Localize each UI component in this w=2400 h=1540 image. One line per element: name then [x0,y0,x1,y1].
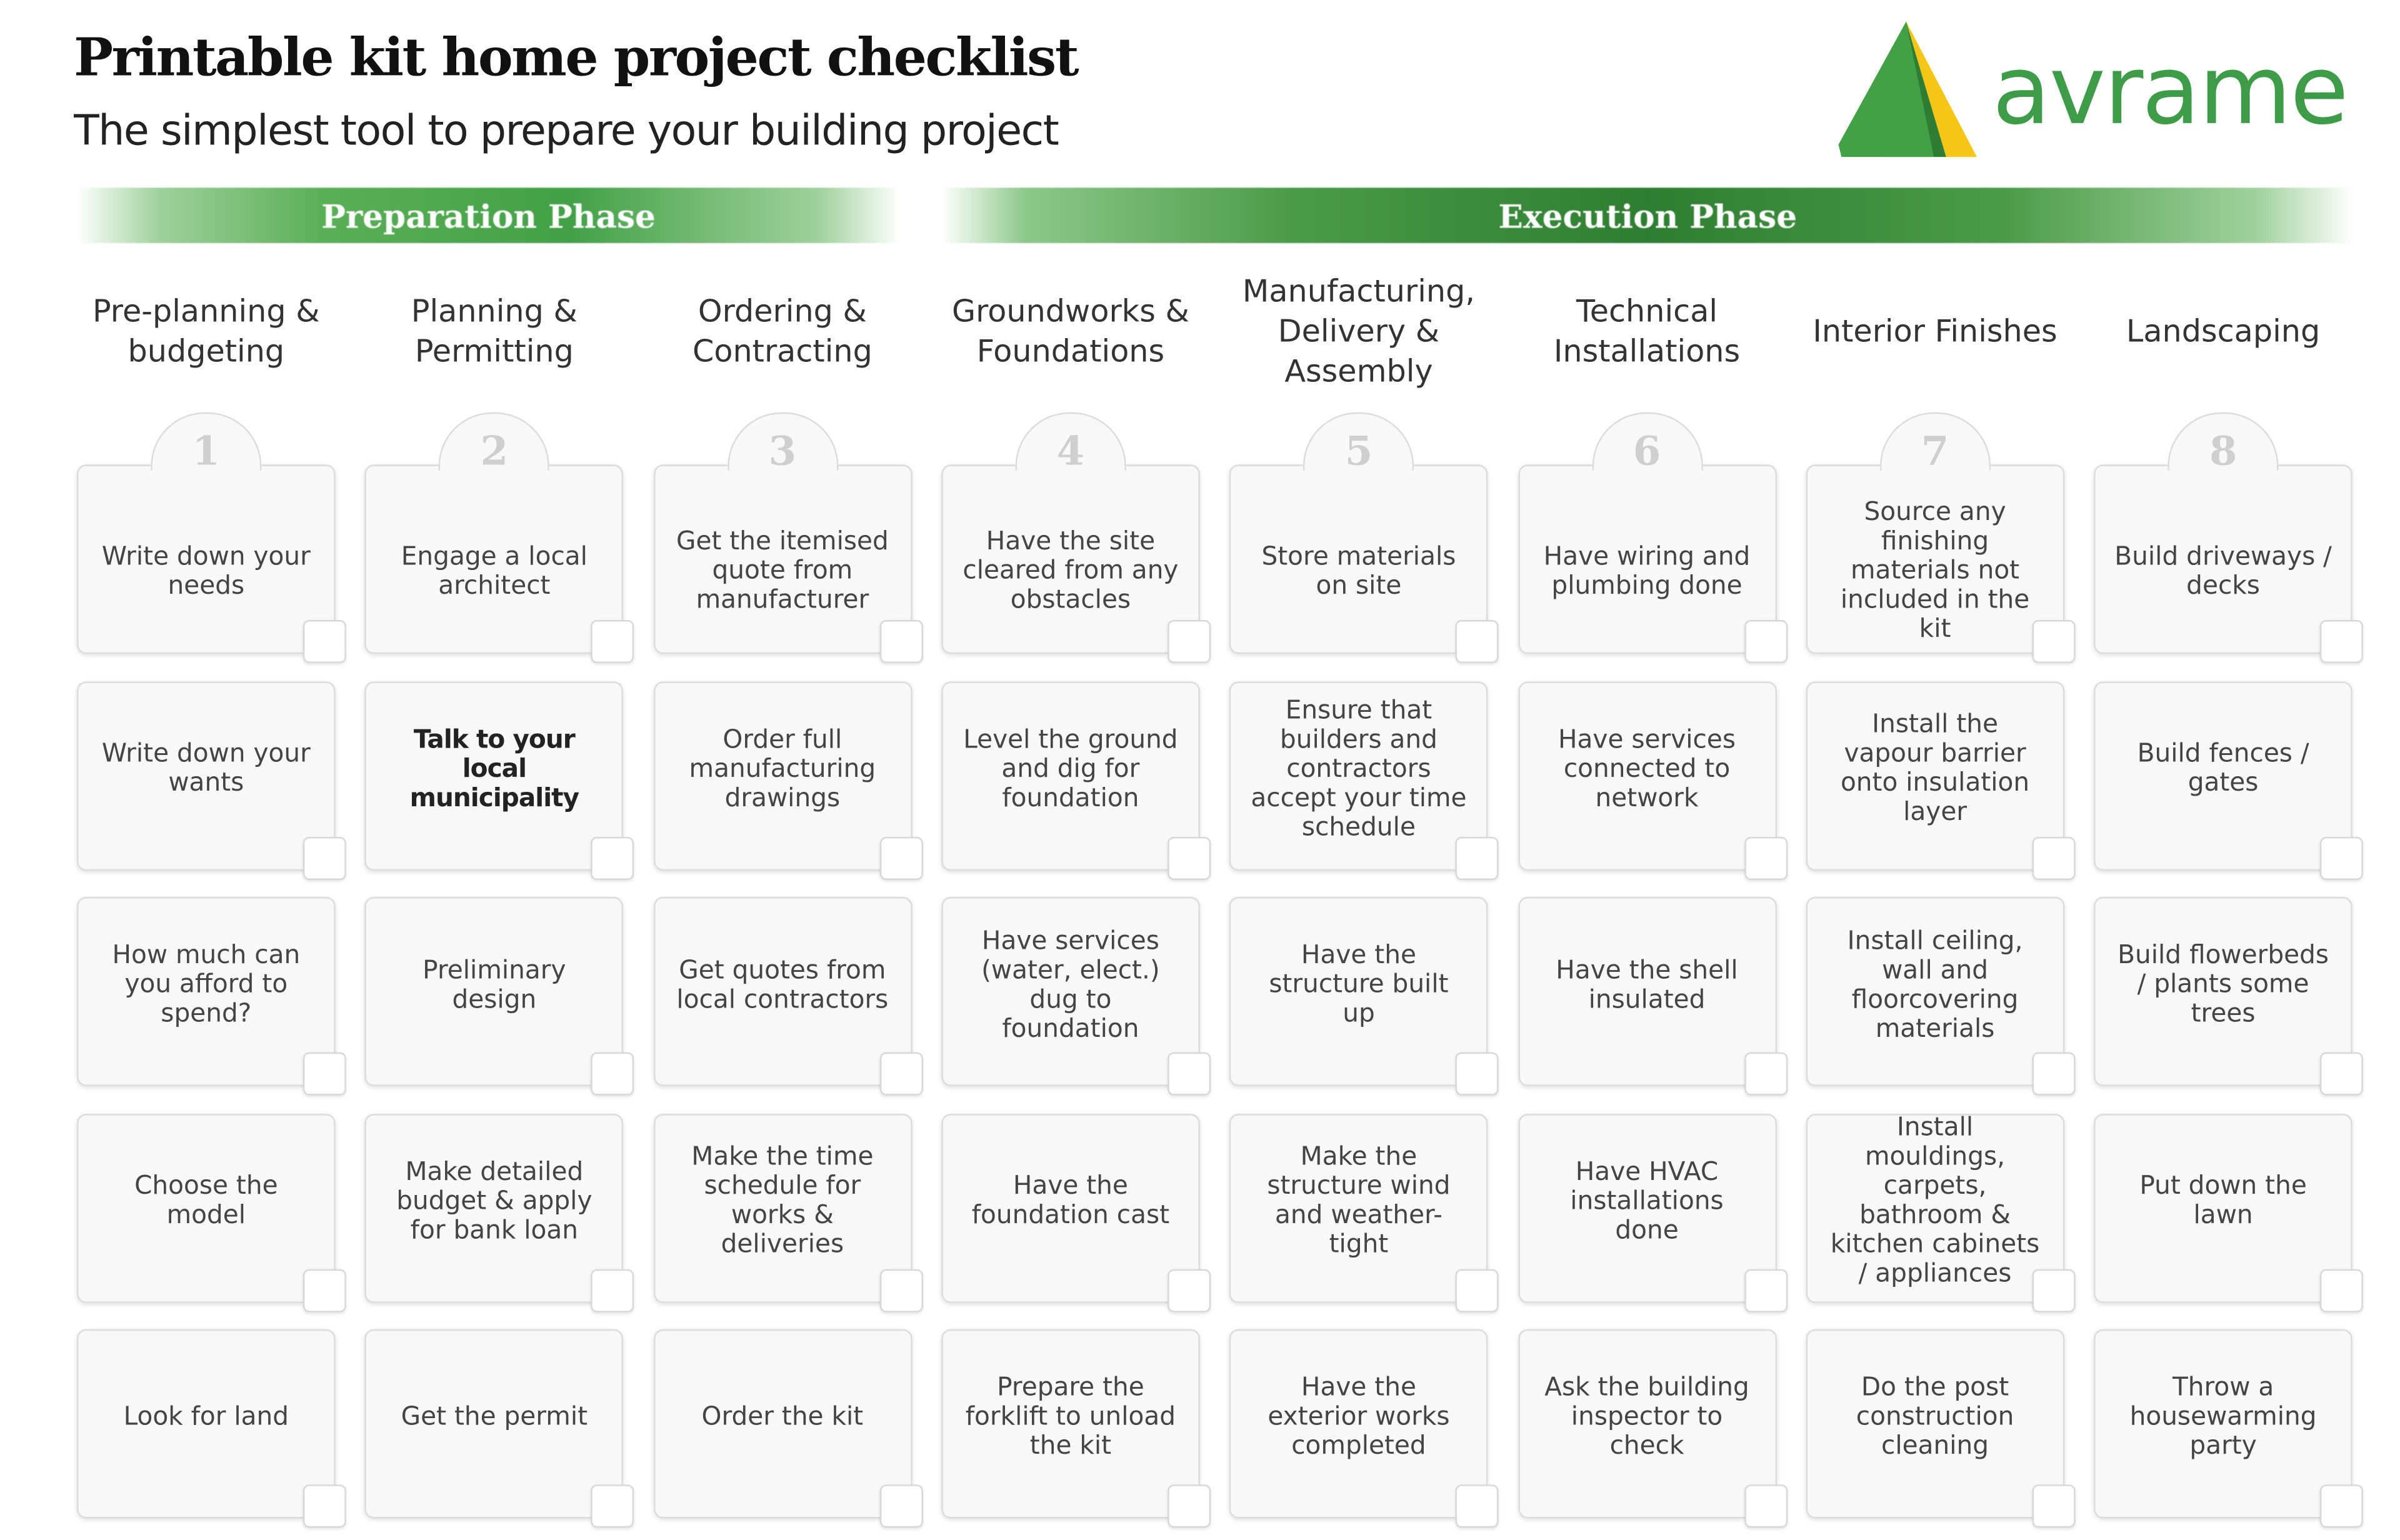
logo-triangle-icon [1838,21,1979,162]
task-label: Make detailed budget & apply for bank loan [396,1156,592,1244]
task-label: Talk to your local municipality [409,724,579,812]
task-card [77,898,336,1087]
column-header: Planning & Permitting [411,292,578,369]
task-card [1806,1330,2064,1519]
task-label: Write down your needs [101,541,311,599]
task-label: Have the structure built up [1269,940,1449,1028]
task-label: Install mouldings, carpets, bathroom & kitchen cabinets / appliances [1830,1112,2040,1289]
task-card [77,681,336,870]
task-card [1518,681,1776,870]
task-label: Have the shell insulated [1556,954,1738,1014]
task-checkbox[interactable] [879,1485,922,1528]
step-number: 3 [768,429,797,476]
task-checkbox[interactable] [2320,1485,2363,1528]
task-checkbox[interactable] [879,620,922,663]
task-label: Preliminary design [422,954,566,1014]
task-label: Do the post construction cleaning [1856,1372,2014,1461]
task-label: Have the site cleared from any obstacles [962,526,1179,614]
task-card [1518,1330,1776,1519]
task-card [77,1330,336,1519]
step-number: 1 [192,429,221,476]
task-checkbox[interactable] [1744,836,1787,879]
task-checkbox[interactable] [1168,1269,1211,1312]
logo-wordmark: avrame [1992,34,2348,146]
task-label: Ask the building inspector to check [1544,1372,1749,1461]
column-header: Ordering & Contracting [692,292,872,369]
column-header: Pre-planning & budgeting [92,292,320,369]
task-checkbox[interactable] [1168,620,1211,663]
task-checkbox[interactable] [303,1485,346,1528]
task-card [1518,429,1776,654]
column-header: Groundworks & Foundations [951,292,1189,369]
task-checkbox[interactable] [1168,836,1211,879]
task-checkbox[interactable] [1456,1485,1499,1528]
task-checkbox[interactable] [879,1052,922,1096]
task-label: Level the ground and dig for foundation [963,724,1178,812]
task-card [2094,1114,2352,1303]
task-checkbox[interactable] [2032,1052,2075,1096]
task-label: Throw a housewarming party [2129,1372,2317,1461]
task-card [941,429,1200,654]
column-header: Technical Installations [1553,292,1741,369]
task-checkbox[interactable] [1744,1269,1787,1312]
task-label: Get the itemised quote from manufacturer [676,526,889,614]
step-number: 6 [1632,429,1661,476]
task-checkbox[interactable] [2032,836,2075,879]
preparation-phase-banner [77,188,900,243]
task-card [1229,429,1488,654]
task-checkbox[interactable] [2320,836,2363,879]
task-label: Get quotes from local contractors [676,954,889,1014]
task-checkbox[interactable] [2032,1269,2075,1312]
task-checkbox[interactable] [303,1269,346,1312]
task-label: Put down the lawn [2139,1171,2307,1230]
task-card [2094,1330,2352,1519]
task-card [653,1114,912,1303]
task-label: Build fences / gates [2137,738,2309,798]
task-card [2094,429,2352,654]
task-checkbox[interactable] [1168,1485,1211,1528]
task-checkbox[interactable] [2320,1052,2363,1096]
task-checkbox[interactable] [1168,1052,1211,1096]
task-label: Have the foundation cast [971,1171,1170,1230]
task-label: Install the vapour barrier onto insulation layer [1840,709,2030,827]
task-checkbox[interactable] [591,1052,634,1096]
task-label: Make the structure wind and weather-tight [1267,1142,1451,1259]
task-label: Build flowerbeds / plants some trees [2118,940,2329,1028]
task-card [77,1114,336,1303]
task-card [1229,898,1488,1087]
task-label: Engage a local architect [401,541,588,599]
task-checkbox[interactable] [591,1269,634,1312]
task-checkbox[interactable] [879,836,922,879]
step-number: 5 [1344,429,1373,476]
task-card [1806,681,2064,870]
task-card [365,1114,624,1303]
task-card [941,898,1200,1087]
task-checkbox[interactable] [1744,1052,1787,1096]
task-checkbox[interactable] [1456,620,1499,663]
task-card [365,898,624,1087]
task-card [1518,898,1776,1087]
avrame-logo [1838,21,2361,162]
task-card [1229,681,1488,870]
column-header: Landscaping [2126,312,2321,349]
task-card [653,898,912,1087]
task-card [365,1330,624,1519]
execution-phase-label: Execution Phase [1498,196,1798,235]
task-label: Have HVAC installations done [1570,1156,1724,1244]
task-checkbox[interactable] [879,1269,922,1312]
task-label: Install ceiling, wall and floorcovering materials [1847,926,2023,1043]
step-number: 4 [1056,429,1085,476]
task-checkbox[interactable] [591,620,634,663]
task-card [1806,1114,2064,1303]
task-card [77,429,336,654]
task-label: Write down your wants [101,738,311,798]
task-checkbox[interactable] [1456,1052,1499,1096]
task-card [2094,898,2352,1087]
task-checkbox[interactable] [1744,1485,1787,1528]
task-label: Choose the model [134,1171,278,1230]
step-number: 8 [2209,429,2238,476]
task-label: Ensure that builders and contractors accept your time schedule [1251,694,1467,841]
column-header: Manufacturing, Delivery & Assembly [1242,272,1476,389]
task-card [1518,1114,1776,1303]
task-checkbox[interactable] [2032,620,2075,663]
task-checkbox[interactable] [591,836,634,879]
page-title: Printable kit home project checklist [74,28,1078,89]
task-checkbox[interactable] [2032,1485,2075,1528]
task-card [941,1330,1200,1519]
task-card [941,1114,1200,1303]
column-header: Interior Finishes [1812,312,2058,349]
task-label: Have wiring and plumbing done [1543,541,1751,599]
task-card [653,429,912,654]
task-checkbox[interactable] [1744,620,1787,663]
task-card [365,681,624,870]
task-checkbox[interactable] [303,836,346,879]
task-checkbox[interactable] [591,1485,634,1528]
task-label: Get the permit [401,1402,588,1432]
task-checkbox[interactable] [303,620,346,663]
task-label: Source any finishing materials not included in the kit [1840,497,2030,643]
task-card [941,681,1200,870]
task-checkbox[interactable] [2320,1269,2363,1312]
step-number: 2 [480,429,509,476]
task-card [1806,898,2064,1087]
task-label: Have services (water, elect.) dug to foundation [981,926,1160,1043]
execution-phase-banner [941,188,2354,243]
task-card [653,1330,912,1519]
task-label: Order the kit [701,1402,864,1432]
task-checkbox[interactable] [303,1052,346,1096]
task-card [1229,1114,1488,1303]
task-label: Prepare the forklift to unload the kit [965,1372,1176,1461]
task-checkbox[interactable] [1456,836,1499,879]
task-label: How much can you afford to spend? [112,940,301,1028]
task-card [2094,681,2352,870]
task-checkbox[interactable] [2320,620,2363,663]
task-label: Store materials on site [1261,541,1456,599]
preparation-phase-label: Preparation Phase [321,196,656,235]
task-label: Build driveways / decks [2114,541,2332,599]
task-card [1229,1330,1488,1519]
page-subtitle: The simplest tool to prepare your building project [74,108,1059,156]
task-label: Look for land [123,1402,289,1432]
task-card [1806,429,2064,654]
step-number: 7 [1921,429,1949,476]
task-card [365,429,624,654]
task-label: Make the time schedule for works & deliveries [691,1142,874,1259]
task-card [653,681,912,870]
task-checkbox[interactable] [1456,1269,1499,1312]
task-label: Have services connected to network [1558,724,1736,812]
task-label: Have the exterior works completed [1268,1372,1450,1461]
task-label: Order full manufacturing drawings [689,724,876,812]
